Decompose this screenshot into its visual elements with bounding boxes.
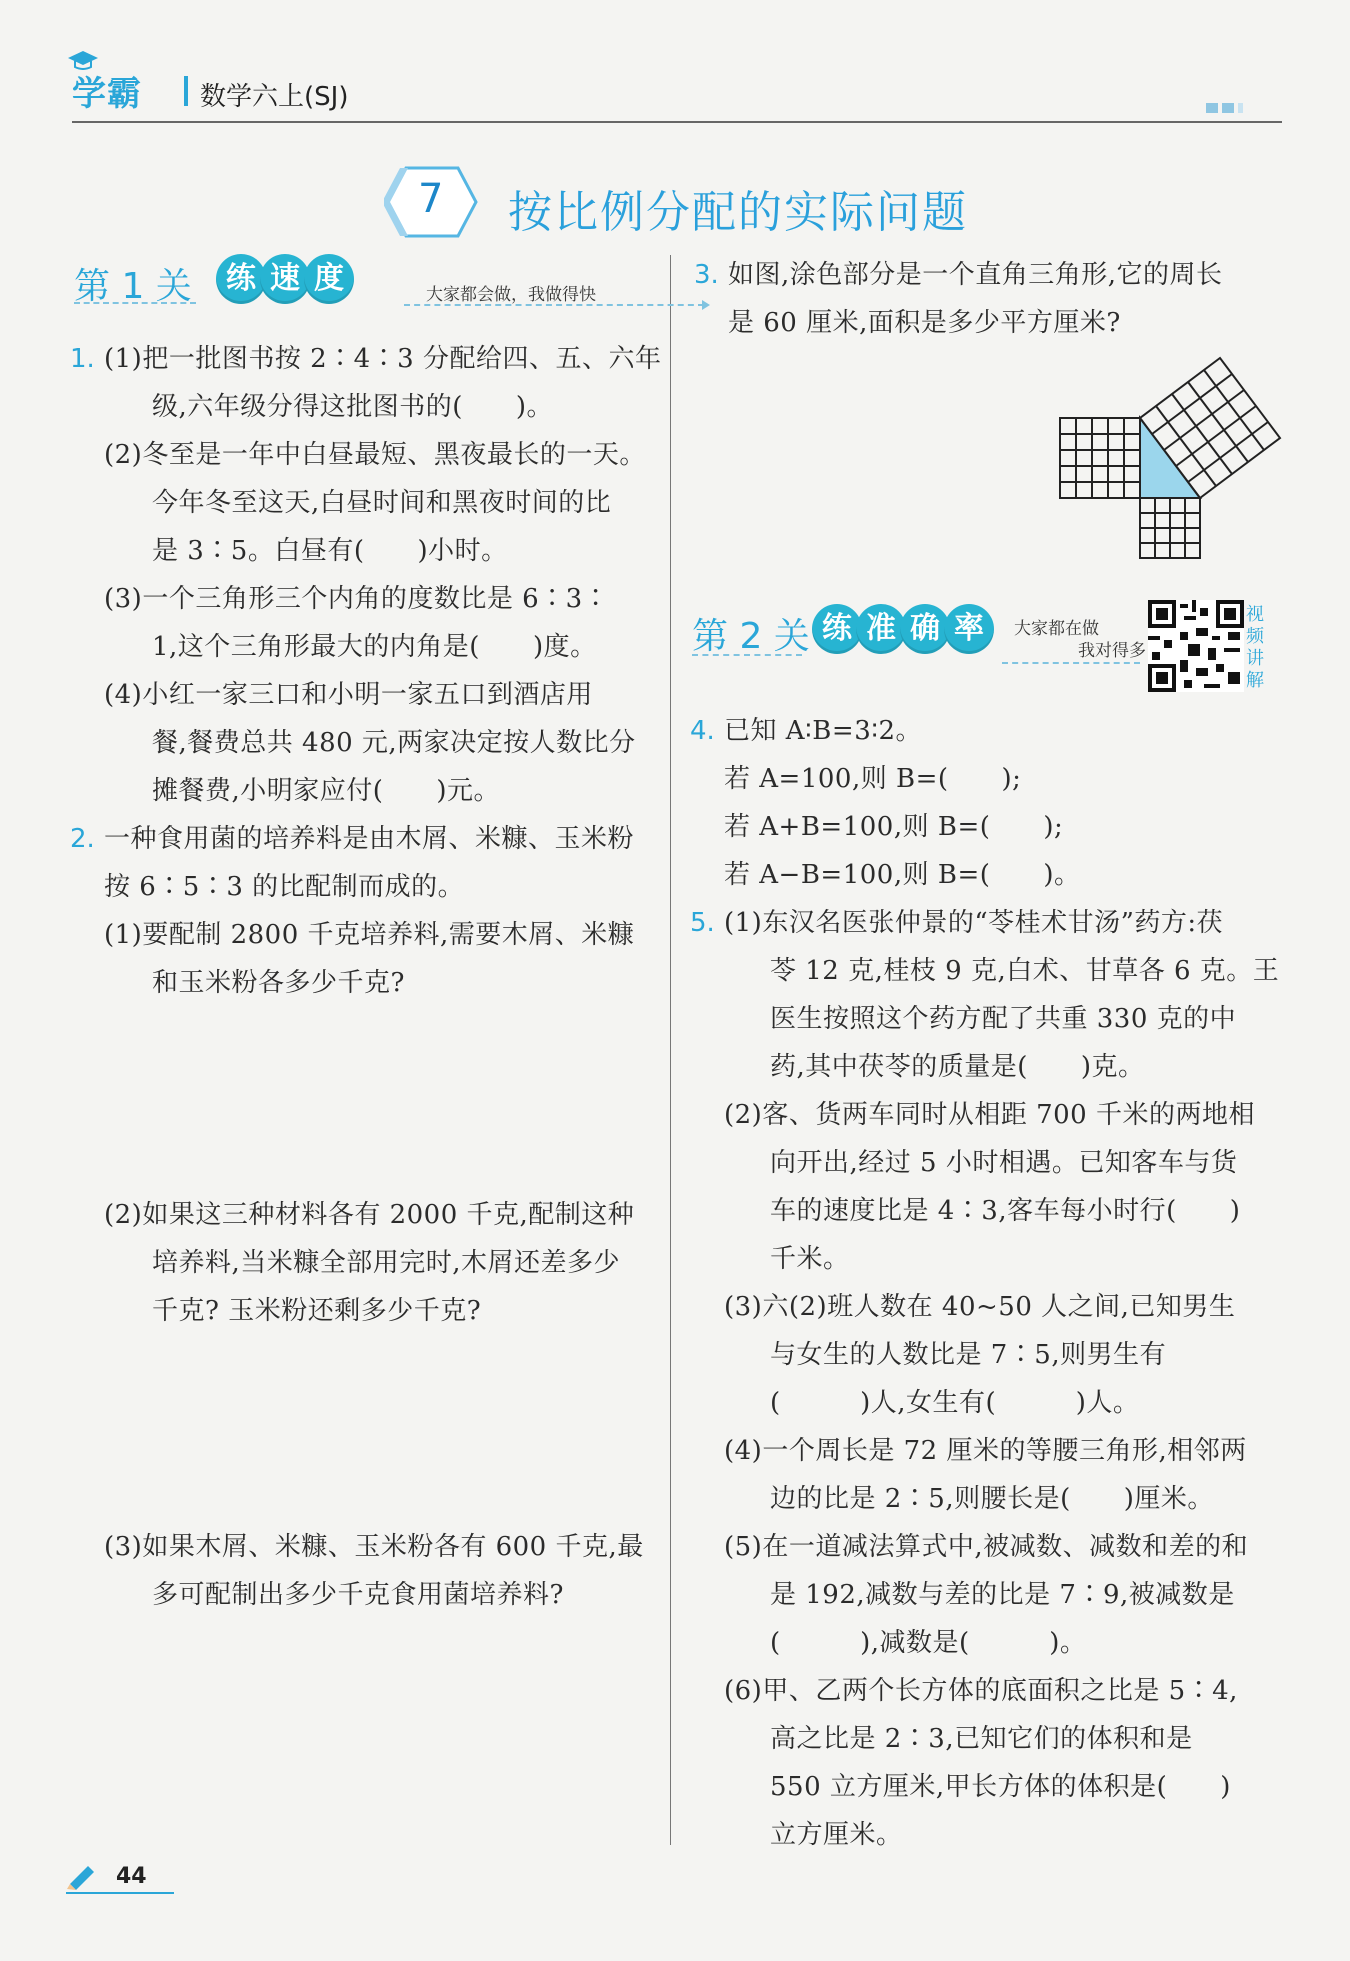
page-number: 44 (116, 1864, 147, 1889)
question-number: 2. (70, 824, 95, 854)
text-line: 多可配制出多少千克食用菌培养料? (152, 1580, 564, 1610)
text-line: ( ),减数是( )。 (770, 1628, 1087, 1658)
text-line: 边的比是 2∶5,则腰长是( )厘米。 (770, 1484, 1214, 1514)
text-line: (4)一个周长是 72 厘米的等腰三角形,相邻两 (724, 1436, 1247, 1466)
text-line: (1)东汉名医张仲景的“苓桂术甘汤”药方:茯 (724, 908, 1224, 938)
text-line: 级,六年级分得这批图书的( )。 (152, 392, 554, 422)
text-line: (4)小红一家三口和小明一家五口到酒店用 (104, 680, 593, 710)
badge-char: 确 (900, 604, 950, 654)
text-line: 苓 12 克,桂枝 9 克,白术、甘草各 6 克。王 (770, 956, 1280, 986)
header-rule (72, 121, 1282, 123)
text-line: (3)一个三角形三个内角的度数比是 6∶3∶ (104, 584, 610, 614)
question-number: 5. (690, 908, 715, 938)
text-line: (3)如果木屑、米糠、玉米粉各有 600 千克,最 (104, 1532, 644, 1562)
text-line: 摊餐费,小明家应付( )元。 (152, 776, 501, 806)
text-line: 是 192,减数与差的比是 7∶9,被减数是 (770, 1580, 1235, 1610)
section-2-badges (812, 604, 988, 654)
text-line: 与女生的人数比是 7∶5,则男生有 (770, 1340, 1167, 1370)
text-line: (2)冬至是一年中白昼最短、黑夜最长的一天。 (104, 440, 646, 470)
lesson-number: 7 (418, 176, 444, 222)
column-divider (670, 255, 671, 1845)
side-char: 频 (1246, 626, 1264, 647)
side-char: 视 (1246, 604, 1264, 625)
badge-char: 速 (260, 254, 310, 304)
text-line: (6)甲、乙两个长方体的底面积之比是 5∶4, (724, 1676, 1238, 1706)
text-line: 立方厘米。 (770, 1820, 903, 1850)
text-line: 一种食用菌的培养料是由木屑、米糠、玉米粉 (104, 824, 635, 854)
text-line: 如图,涂色部分是一个直角三角形,它的周长 (728, 260, 1223, 290)
text-line: 培养料,当米糠全部用完时,木屑还差多少 (152, 1248, 621, 1278)
video-explanation-label (1246, 604, 1272, 692)
book-title: 数学六上(SJ) (200, 82, 349, 112)
dashed-rule (404, 304, 704, 306)
text-line: 高之比是 2∶3,已知它们的体积和是 (770, 1724, 1193, 1754)
section-1-note: 大家都会做，我做得快 (426, 285, 596, 305)
text-line: 医生按照这个药方配了共重 330 克的中 (770, 1004, 1237, 1034)
pencil-icon (66, 1862, 98, 1890)
text-line: 已知 A∶B=3∶2。 (724, 716, 923, 746)
text-line: (1)把一批图书按 2∶4∶3 分配给四、五、六年 (104, 344, 662, 374)
text-line: 车的速度比是 4∶3,客车每小时行( ) (770, 1196, 1241, 1226)
badge-char: 练 (812, 604, 862, 654)
text-line: 千克? 玉米粉还剩多少千克? (152, 1296, 482, 1326)
arrow-icon (702, 300, 710, 310)
header-divider (184, 76, 188, 106)
text-line: (2)客、货两车同时从相距 700 千米的两地相 (724, 1100, 1255, 1130)
text-line: 550 立方厘米,甲长方体的体积是( ) (770, 1772, 1231, 1802)
qr-code-icon[interactable] (1148, 600, 1244, 692)
section-2-note-2: 我对得多 (1078, 641, 1146, 661)
section-2-label: 第 2 关 (692, 616, 810, 657)
lesson-heading: 按比例分配的实际问题 (508, 187, 968, 238)
badge-char: 度 (304, 254, 354, 304)
side-char: 解 (1246, 670, 1264, 691)
text-line: (5)在一道减法算式中,被减数、减数和差的和 (724, 1532, 1249, 1562)
text-line: 若 A−B=100,则 B=( )。 (724, 860, 1081, 890)
text-line: 餐,餐费总共 480 元,两家决定按人数比分 (152, 728, 636, 758)
section-2-note-1: 大家都在做 (1014, 619, 1099, 639)
badge-char: 练 (216, 254, 266, 304)
text-line: 按 6∶5∶3 的比配制而成的。 (104, 872, 465, 902)
text-line: 药,其中茯苓的质量是( )克。 (770, 1052, 1145, 1082)
text-line: 1,这个三角形最大的内角是( )度。 (152, 632, 597, 662)
text-line: 今年冬至这天,白昼时间和黑夜时间的比 (152, 488, 612, 518)
footer-rule (66, 1892, 174, 1894)
text-line: (3)六(2)班人数在 40~50 人之间,已知男生 (724, 1292, 1236, 1322)
question-number: 4. (690, 716, 715, 746)
text-line: 千米。 (770, 1244, 850, 1274)
header-decoration (1206, 98, 1247, 117)
text-line: ( )人,女生有( )人。 (770, 1388, 1140, 1418)
text-line: 和玉米粉各多少千克? (152, 968, 405, 998)
section-1-badges (216, 254, 348, 304)
right-triangle-squares-figure (1050, 350, 1290, 560)
text-line: 若 A+B=100,则 B=( ); (724, 812, 1064, 842)
question-number: 3. (694, 260, 719, 290)
text-line: 若 A=100,则 B=( ); (724, 764, 1022, 794)
text-line: 向开出,经过 5 小时相遇。已知客车与货 (770, 1148, 1238, 1178)
question-number: 1. (70, 344, 95, 374)
dashed-rule (74, 302, 196, 304)
text-line: 是 60 厘米,面积是多少平方厘米? (728, 308, 1121, 338)
text-line: (2)如果这三种材料各有 2000 千克,配制这种 (104, 1200, 635, 1230)
text-line: (1)要配制 2800 千克培养料,需要木屑、米糠 (104, 920, 635, 950)
badge-char: 准 (856, 604, 906, 654)
side-char: 讲 (1246, 648, 1264, 669)
badge-char: 率 (944, 604, 994, 654)
dashed-rule (1002, 662, 1140, 664)
brand-logo: 学霸 (72, 74, 142, 114)
section-1-label: 第 1 关 (74, 266, 192, 307)
text-line: 是 3∶5。白昼有( )小时。 (152, 536, 508, 566)
dashed-rule (692, 654, 802, 656)
